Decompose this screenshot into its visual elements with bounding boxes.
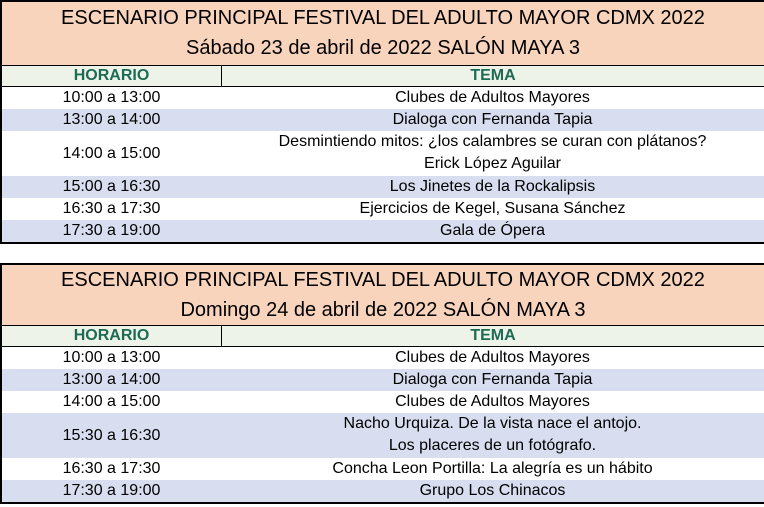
topic-cell	[221, 391, 764, 413]
topic-line: Gala de Ópera	[440, 222, 545, 239]
schedule-saturday	[0, 0, 764, 244]
schedule-sunday	[0, 263, 764, 504]
topic-line: Ejercicios de Kegel, Susana Sánchez	[359, 200, 626, 217]
time-cell: 17:30 a 19:00	[62, 222, 161, 239]
schedule-title: ESCENARIO PRINCIPAL FESTIVAL DEL ADULTO MAYOR CDMX 2022	[61, 7, 705, 29]
topic-line: Nacho Urquiza. De la vista nace el antojo.	[343, 415, 642, 432]
table-row	[2, 176, 764, 198]
header-tema: TEMA	[222, 66, 764, 86]
table-body	[2, 87, 764, 242]
topic-line: Dialoga con Fernanda Tapia	[392, 371, 593, 388]
schedule-title: ESCENARIO PRINCIPAL FESTIVAL DEL ADULTO MAYOR CDMX 2022	[61, 269, 705, 291]
table-row	[2, 391, 764, 413]
table-row	[2, 198, 764, 220]
table-row	[2, 480, 764, 502]
topic-line: Los Jinetes de la Rockalipsis	[389, 178, 596, 195]
time-cell: 10:00 a 13:00	[62, 349, 161, 366]
time-cell: 15:30 a 16:30	[62, 426, 161, 444]
topic-cell	[221, 131, 764, 176]
table-row	[2, 369, 764, 391]
table-row	[2, 458, 764, 480]
time-cell: 16:30 a 17:30	[62, 460, 161, 477]
topic-cell	[221, 369, 764, 391]
table-row	[2, 87, 764, 109]
schedule-title-block	[2, 265, 764, 326]
header-horario: HORARIO	[2, 66, 222, 86]
topic-cell	[221, 413, 764, 458]
topic-line: Grupo Los Chinacos	[419, 482, 566, 499]
topic-cell	[221, 480, 764, 502]
table-row	[2, 109, 764, 131]
topic-line: Desmintiendo mitos: ¿los calambres se curan con plátanos?	[278, 133, 707, 150]
topic-line: Clubes de Adultos Mayores	[395, 393, 590, 410]
table-row	[2, 347, 764, 369]
topic-cell	[221, 347, 764, 369]
schedule-subtitle: Domingo 24 de abril de 2022 SALÓN MAYA 3	[180, 299, 586, 321]
topic-cell	[221, 109, 764, 131]
topic-line: Concha Leon Portilla: La alegría es un hábito	[332, 460, 653, 477]
table-header-row	[2, 66, 764, 87]
table-row	[2, 220, 764, 242]
topic-line: Clubes de Adultos Mayores	[395, 89, 590, 106]
topic-cell	[221, 87, 764, 109]
header-tema: TEMA	[222, 326, 764, 346]
table-body	[2, 347, 764, 502]
topic-line: Clubes de Adultos Mayores	[395, 349, 590, 366]
table-header-row	[2, 326, 764, 347]
topic-cell	[221, 220, 764, 242]
time-cell: 14:00 a 15:00	[62, 393, 161, 410]
time-cell: 17:30 a 19:00	[62, 482, 161, 499]
topic-line: Los placeres de un fotógrafo.	[388, 437, 597, 454]
topic-line: Erick López Aguilar	[424, 155, 561, 172]
time-cell: 13:00 a 14:00	[62, 371, 161, 388]
topic-cell	[221, 176, 764, 198]
header-horario: HORARIO	[2, 326, 222, 346]
topic-cell	[221, 458, 764, 480]
time-cell: 16:30 a 17:30	[62, 200, 161, 217]
time-cell: 15:00 a 16:30	[62, 178, 161, 195]
table-row	[2, 413, 764, 458]
time-cell: 13:00 a 14:00	[62, 111, 161, 128]
topic-line: Dialoga con Fernanda Tapia	[392, 111, 593, 128]
schedule-subtitle: Sábado 23 de abril de 2022 SALÓN MAYA 3	[186, 37, 580, 59]
schedule-title-block	[2, 2, 764, 66]
time-cell: 14:00 a 15:00	[62, 144, 161, 162]
table-row	[2, 131, 764, 176]
topic-cell	[221, 198, 764, 220]
time-cell: 10:00 a 13:00	[62, 89, 161, 106]
